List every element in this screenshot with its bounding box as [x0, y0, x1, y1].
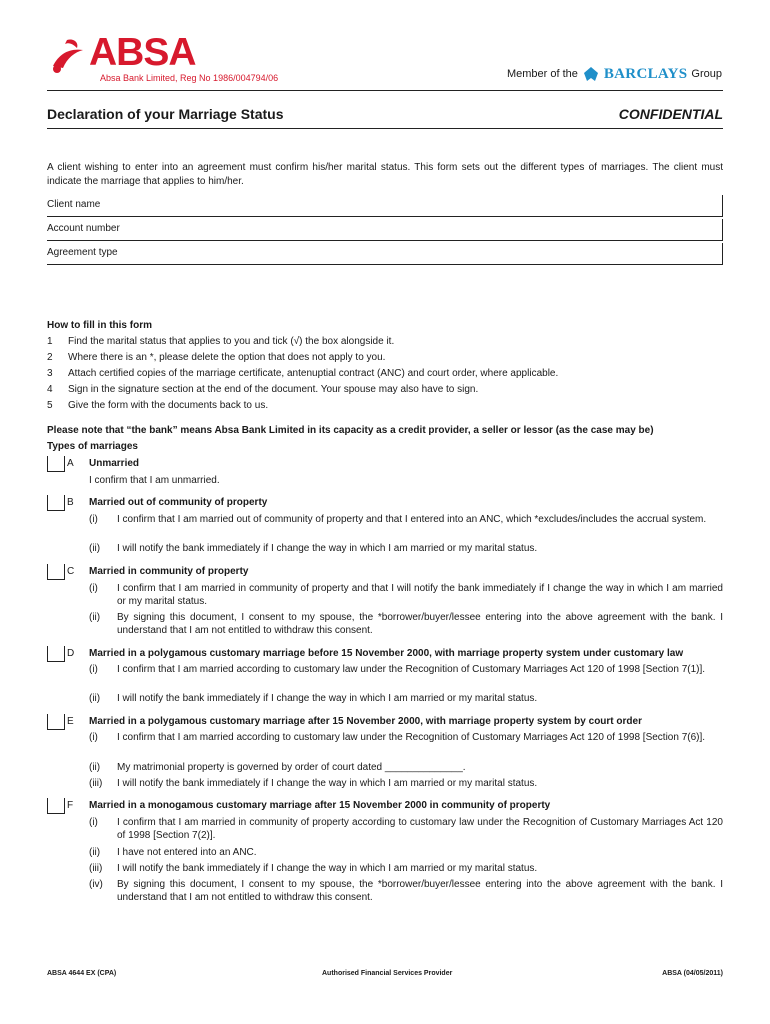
checkbox-monogamous[interactable]: [47, 798, 65, 814]
list-item: (ii) I will notify the bank immediately if I change the way in which I am married or my marital status.: [89, 693, 538, 704]
list-item: (i) I confirm that I am married in community of property according to customary law under the Recognition of Customary Marriages Act 120 of 1998 [Section 7(2)].: [89, 817, 723, 841]
agreement-type-field[interactable]: [47, 243, 723, 265]
list-item: (i) I confirm that I am married in community of property and that I will notify the bank immediately if I change the way in which I am married or my marital status.: [89, 583, 723, 607]
member-of-barclays: [507, 65, 722, 83]
section-letter-c: C: [67, 566, 75, 577]
intro-text: A client wishing to enter into an agreement must confirm his/her marital status. This form sets out the different types of marriages. The client must indicate the marriage that applies to him/her.: [47, 162, 723, 187]
list-item: (i) I confirm that I am married according to customary law under the Recognition of Customary Marriages Act 120 of 1998 [Section 7(6)].: [89, 732, 706, 743]
checkbox-in-community[interactable]: [47, 564, 65, 580]
list-item: (iv) By signing this document, I consent to my spouse, the *borrower/buyer/lessee entering into the above agreement with the bank. I understand that I am not entitled to withdraw this consent.: [89, 879, 723, 903]
bank-definition-note: Please note that “the bank” means Absa Bank Limited in its capacity as a credit provider, a seller or lessor (as the case may be): [47, 425, 654, 436]
howto-step: 4 Sign in the signature section at the end of the document. Your spouse may also have to sign.: [47, 384, 479, 395]
form-date: ABSA (04/05/2011): [662, 970, 723, 977]
section-letter-d: D: [67, 648, 75, 659]
section-title-c: Married in community of property: [89, 566, 249, 577]
agreement-type-label: Agreement type: [47, 247, 118, 258]
list-item: (i) I confirm that I am married out of community of property and that I entered into an ANC, which *excludes/includes the accrual system.: [89, 514, 707, 525]
section-letter-b: B: [67, 497, 74, 508]
barclays-brand: BARCLAYS: [603, 65, 688, 82]
list-item: (ii) I have not entered into an ANC.: [89, 847, 257, 858]
list-item: (ii) I will notify the bank immediately if I change the way in which I am married or my marital status.: [89, 543, 538, 554]
list-item: (iii) I will notify the bank immediately if I change the way in which I am married or my marital status.: [89, 778, 538, 789]
confidential-label: CONFIDENTIAL: [618, 106, 723, 122]
list-item: (iii) I will notify the bank immediately if I change the way in which I am married or my marital status.: [89, 863, 538, 874]
client-name-label: Client name: [47, 199, 101, 210]
client-name-field[interactable]: [47, 195, 723, 217]
section-title-b: Married out of community of property: [89, 497, 268, 508]
member-suffix: Group: [691, 68, 722, 80]
title-divider: [47, 128, 723, 129]
brand-name: ABSA: [89, 31, 196, 74]
section-letter-e: E: [67, 716, 74, 727]
list-item: (i) I confirm that I am married according to customary law under the Recognition of Customary Marriages Act 120 of 1998 [Section 7(1)].: [89, 664, 706, 675]
types-heading: Types of marriages: [47, 441, 138, 452]
page-title: Declaration of your Marriage Status: [47, 106, 284, 122]
section-title-d: Married in a polygamous customary marriage before 15 November 2000, with marriage property system under customary law: [89, 648, 684, 659]
fsp-label: Authorised Financial Services Provider: [322, 970, 453, 977]
howto-step: 1 Find the marital status that applies to you and tick (√) the box alongside it.: [47, 336, 395, 347]
account-number-label: Account number: [47, 223, 120, 234]
account-number-field[interactable]: [47, 219, 723, 241]
howto-heading: How to fill in this form: [47, 320, 152, 331]
barclays-eagle-icon: [582, 65, 600, 83]
howto-step: 5 Give the form with the documents back to us.: [47, 400, 269, 411]
list-item: I confirm that I am unmarried.: [89, 475, 220, 486]
checkbox-unmarried[interactable]: [47, 456, 65, 472]
list-item: (ii) My matrimonial property is governed by order of court dated ______________.: [89, 762, 466, 773]
form-code: ABSA 4644 EX (CPA): [47, 970, 117, 977]
member-prefix: Member of the: [506, 68, 578, 80]
section-title-e: Married in a polygamous customary marriage after 15 November 2000, with marriage property system by court order: [89, 716, 642, 727]
section-title-a: Unmarried: [89, 458, 140, 469]
howto-section: [47, 318, 723, 414]
registration-number: Absa Bank Limited, Reg No 1986/004794/06: [100, 73, 279, 83]
list-item: (ii) By signing this document, I consent to my spouse, the *borrower/buyer/lessee entering into the above agreement with the bank. I understand that I am not entitled to withdraw this consent.: [89, 612, 723, 636]
absa-logo-icon: [47, 36, 89, 76]
section-title-f: Married in a monogamous customary marriage after 15 November 2000 in community of property: [89, 800, 551, 811]
section-letter-a: A: [67, 458, 74, 469]
checkbox-polygamous-after[interactable]: [47, 714, 65, 730]
checkbox-polygamous-before[interactable]: [47, 646, 65, 662]
howto-step: 2 Where there is an *, please delete the option that does not apply to you.: [47, 352, 386, 363]
howto-step: 3 Attach certified copies of the marriage certificate, antenuptial contract (ANC) and court order, where applicable.: [47, 368, 559, 379]
header-divider: [47, 90, 723, 91]
section-letter-f: F: [67, 800, 74, 811]
checkbox-out-of-community[interactable]: [47, 495, 65, 511]
